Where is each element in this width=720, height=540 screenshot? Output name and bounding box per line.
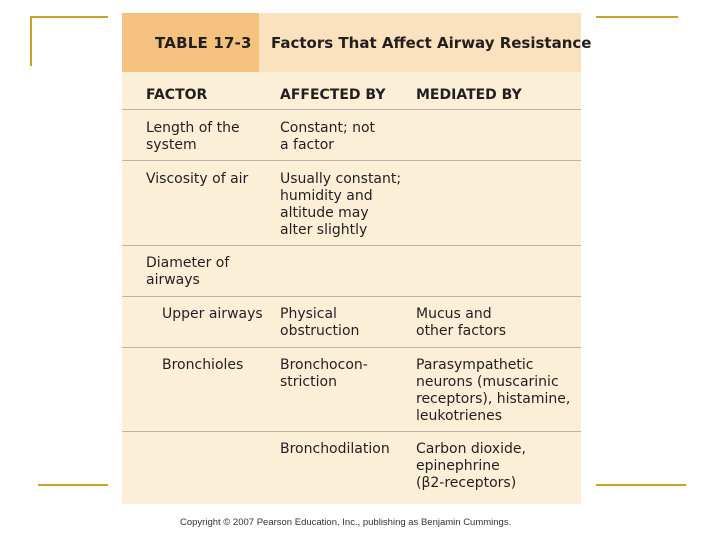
row-divider xyxy=(122,160,581,161)
corner-bracket-bottom-right xyxy=(596,484,686,486)
airway-resistance-table xyxy=(122,13,592,504)
mediated-by-line: leukotrienes xyxy=(416,408,503,424)
mediated-by-line: Carbon dioxide, xyxy=(416,441,526,457)
row-divider xyxy=(122,347,581,348)
corner-bracket-top-left-vertical xyxy=(30,16,32,66)
factor-cell-line: airways xyxy=(146,272,200,288)
mediated-by-cell xyxy=(416,357,570,425)
affected-by-line: striction xyxy=(280,374,337,390)
affected-by-line: Physical xyxy=(280,306,337,322)
affected-by-line: Usually constant; xyxy=(280,171,402,187)
factor-cell-line: Length of the xyxy=(146,120,240,136)
affected-by-line: Bronchodilation xyxy=(280,441,390,457)
table-number-box xyxy=(122,13,259,72)
affected-by-cell xyxy=(280,306,359,340)
affected-by-line: a factor xyxy=(280,137,335,153)
table-number: TABLE 17-3 xyxy=(155,34,252,52)
table-row xyxy=(162,357,243,374)
affected-by-line: alter slightly xyxy=(280,222,368,238)
affected-by-line: obstruction xyxy=(280,323,360,339)
column-header-mediated-by: MEDIATED BY xyxy=(416,87,522,103)
mediated-by-line: epinephrine xyxy=(416,458,500,474)
table-row xyxy=(146,171,248,188)
factor-cell-line: Viscosity of air xyxy=(146,171,249,187)
table-header xyxy=(122,13,592,72)
table-row xyxy=(162,306,263,323)
mediated-by-line: receptors), histamine, xyxy=(416,391,571,407)
column-header-affected-by: AFFECTED BY xyxy=(280,87,386,103)
mediated-by-line: Parasympathetic xyxy=(416,357,534,373)
row-divider xyxy=(122,109,581,110)
row-divider xyxy=(122,296,581,297)
mediated-by-cell xyxy=(416,306,506,340)
row-divider xyxy=(122,245,581,246)
affected-by-cell xyxy=(280,120,375,154)
mediated-by-line: Mucus and xyxy=(416,306,492,322)
table-title-box xyxy=(259,13,592,72)
factor-cell-line: Diameter of xyxy=(146,255,230,271)
table-row xyxy=(146,255,229,289)
table-row xyxy=(146,120,240,154)
affected-by-line: Constant; not xyxy=(280,120,376,136)
corner-bracket-top-right xyxy=(596,16,678,18)
mediated-by-line: neurons (muscarinic xyxy=(416,374,559,390)
affected-by-cell xyxy=(280,357,368,391)
factor-cell-line: system xyxy=(146,137,197,153)
affected-by-cell xyxy=(280,441,390,458)
row-divider xyxy=(122,431,581,432)
column-header-factor: FACTOR xyxy=(146,87,208,103)
affected-by-cell xyxy=(280,171,401,239)
table-title: Factors That Affect Airway Resistance xyxy=(271,34,592,52)
mediated-by-line: (β2-receptors) xyxy=(416,475,517,491)
copyright-notice: Copyright © 2007 Pearson Education, Inc., publishing as Benjamin Cummings. xyxy=(180,517,512,528)
affected-by-line: Bronchocon- xyxy=(280,357,368,373)
mediated-by-cell xyxy=(416,441,526,492)
mediated-by-line: other factors xyxy=(416,323,507,339)
affected-by-line: humidity and xyxy=(280,188,373,204)
corner-bracket-bottom-left xyxy=(38,484,108,486)
factor-cell-line: Bronchioles xyxy=(162,357,244,373)
corner-bracket-top-left xyxy=(30,16,108,18)
affected-by-line: altitude may xyxy=(280,205,369,221)
factor-cell-line: Upper airways xyxy=(162,306,263,322)
